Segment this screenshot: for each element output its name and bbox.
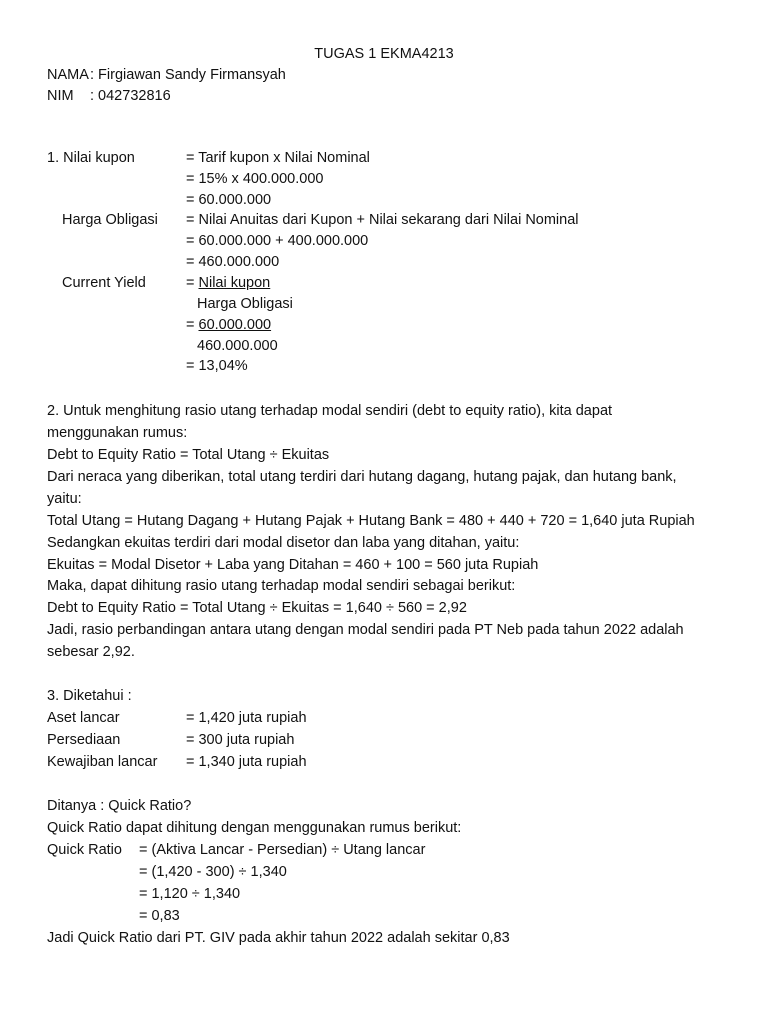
- q2-line: Sedangkan ekuitas terdiri dari modal disetor dan laba yang ditahan, yaitu:: [47, 535, 520, 551]
- document-title: TUGAS 1 EKMA4213: [314, 46, 454, 62]
- q3-persediaan-label: Persediaan: [47, 732, 121, 748]
- q3-qr-line: = 0,83: [139, 908, 180, 924]
- q3-aset-label: Aset lancar: [47, 710, 120, 726]
- q1-kupon-line: = Tarif kupon x Nilai Nominal: [186, 150, 370, 166]
- q1-current-yield-label: Current Yield: [62, 275, 146, 291]
- q2-line: Jadi, rasio perbandingan antara utang dengan modal sendiri pada PT Neb pada tahun 2022 adalah: [47, 622, 684, 638]
- q1-cy-fraction-2-denominator: 460.000.000: [197, 338, 278, 354]
- nim-value: : 042732816: [90, 88, 171, 104]
- q2-line: Ekuitas = Modal Disetor + Laba yang Ditahan = 460 + 100 = 560 juta Rupiah: [47, 557, 539, 573]
- q2-line: Debt to Equity Ratio = Total Utang ÷ Ekuitas: [47, 447, 330, 463]
- nama-value: : Firgiawan Sandy Firmansyah: [90, 67, 286, 83]
- q1-harga-label: Harga Obligasi: [62, 212, 158, 228]
- q3-rumus-intro: Quick Ratio dapat dihitung dengan menggunakan rumus berikut:: [47, 820, 462, 836]
- q2-line: Maka, dapat dihitung rasio utang terhadap modal sendiri sebagai berikut:: [47, 578, 516, 594]
- q1-harga-line: = 460.000.000: [186, 254, 280, 270]
- q2-line: menggunakan rumus:: [47, 425, 188, 441]
- q1-harga-line: = 60.000.000 + 400.000.000: [186, 233, 369, 249]
- q1-cy-numerator-value: 60.000.000: [198, 317, 272, 333]
- q3-diketahui: 3. Diketahui :: [47, 688, 132, 704]
- q3-kewajiban-value: = 1,340 juta rupiah: [186, 754, 307, 770]
- q3-kewajiban-label: Kewajiban lancar: [47, 754, 158, 770]
- q1-cy-fraction-1-numerator: = Nilai kupon: [186, 275, 271, 291]
- q3-qr-line: = 1,120 ÷ 1,340: [139, 886, 241, 902]
- q1-harga-line: = Nilai Anuitas dari Kupon + Nilai sekarang dari Nilai Nominal: [186, 212, 579, 228]
- q1-cy-fraction-2-numerator: = 60.000.000: [186, 317, 272, 333]
- q1-cy-numerator-text: Nilai kupon: [198, 275, 271, 291]
- q1-kupon-line: = 60.000.000: [186, 192, 272, 208]
- q2-line: sebesar 2,92.: [47, 644, 135, 660]
- nim-label: NIM: [47, 88, 74, 104]
- q1-cy-fraction-1-denominator: Harga Obligasi: [197, 296, 293, 312]
- q2-line: yaitu:: [47, 491, 82, 507]
- q3-qr-line: = (Aktiva Lancar - Persedian) ÷ Utang lancar: [139, 842, 426, 858]
- q3-quick-ratio-label: Quick Ratio: [47, 842, 122, 858]
- nama-label: NAMA: [47, 67, 89, 83]
- q3-conclusion: Jadi Quick Ratio dari PT. GIV pada akhir tahun 2022 adalah sekitar 0,83: [47, 930, 510, 946]
- q3-ditanya: Ditanya : Quick Ratio?: [47, 798, 192, 814]
- q2-line: Debt to Equity Ratio = Total Utang ÷ Ekuitas = 1,640 ÷ 560 = 2,92: [47, 600, 467, 616]
- q1-kupon-label: 1. Nilai kupon: [47, 150, 135, 166]
- q3-qr-line: = (1,420 - 300) ÷ 1,340: [139, 864, 287, 880]
- q2-line: 2. Untuk menghitung rasio utang terhadap modal sendiri (debt to equity ratio), kita dapat: [47, 403, 613, 419]
- q2-line: Dari neraca yang diberikan, total utang terdiri dari hutang dagang, hutang pajak, dan hutang bank,: [47, 469, 677, 485]
- q1-kupon-line: = 15% x 400.000.000: [186, 171, 324, 187]
- q2-line: Total Utang = Hutang Dagang + Hutang Pajak + Hutang Bank = 480 + 440 + 720 = 1,640 juta Rupiah: [47, 513, 695, 529]
- q3-persediaan-value: = 300 juta rupiah: [186, 732, 295, 748]
- q3-aset-value: = 1,420 juta rupiah: [186, 710, 307, 726]
- q1-cy-result: = 13,04%: [186, 358, 248, 374]
